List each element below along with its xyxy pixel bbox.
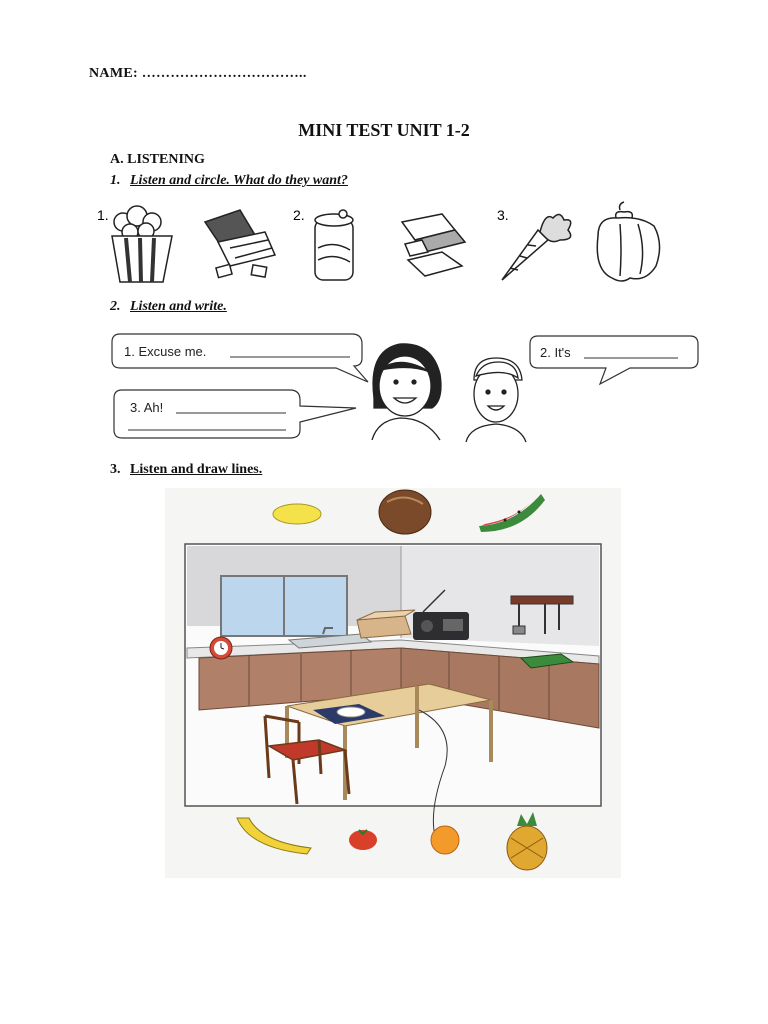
soda-can-icon[interactable]: [315, 210, 353, 280]
question-number: 3.: [110, 462, 121, 477]
bubble-text: 2. It's: [540, 345, 571, 360]
question-1-heading: [110, 173, 348, 189]
sandwich-icon[interactable]: [402, 214, 465, 276]
page-title: [0, 120, 768, 141]
orange-icon[interactable]: [431, 826, 459, 854]
speech-bubble-2: [530, 336, 698, 384]
group-number: 3.: [497, 207, 509, 223]
alarm-clock-icon[interactable]: [210, 637, 232, 659]
popcorn-icon[interactable]: [112, 206, 172, 282]
question-number: 1.: [110, 173, 121, 188]
question-text: Listen and draw lines.: [130, 462, 263, 477]
bubble-text: 3. Ah!: [130, 400, 164, 415]
question-1-pictures: [90, 200, 690, 292]
group-number: 1.: [97, 207, 109, 223]
speech-bubble-1: [112, 334, 368, 382]
bubble-text: 1. Excuse me.: [124, 344, 207, 359]
chocolate-icon[interactable]: [205, 210, 275, 278]
page-title-text: MINI TEST UNIT 1-2: [298, 120, 470, 140]
question-text: Listen and circle. What do they want?: [130, 173, 348, 188]
question-3-heading: [110, 462, 262, 478]
pepper-icon[interactable]: [597, 202, 659, 281]
question-text: Listen and write.: [130, 299, 227, 314]
lemon-icon[interactable]: [273, 504, 321, 524]
question-2-dialogue: [110, 330, 710, 445]
group-number: 2.: [293, 207, 305, 223]
girl-icon: [372, 344, 441, 440]
question-2-heading: [110, 299, 227, 315]
section-heading: A. LISTENING: [110, 152, 205, 167]
question-number: 2.: [110, 299, 121, 314]
coconut-icon[interactable]: [379, 490, 431, 534]
speech-bubble-3: [114, 390, 356, 438]
boy-icon: [466, 358, 526, 442]
name-field-label: NAME: ……………………………..: [89, 66, 307, 81]
tomato-icon[interactable]: [349, 830, 377, 850]
question-3-kitchen-scene: [165, 488, 621, 878]
carrot-icon[interactable]: [502, 214, 571, 280]
